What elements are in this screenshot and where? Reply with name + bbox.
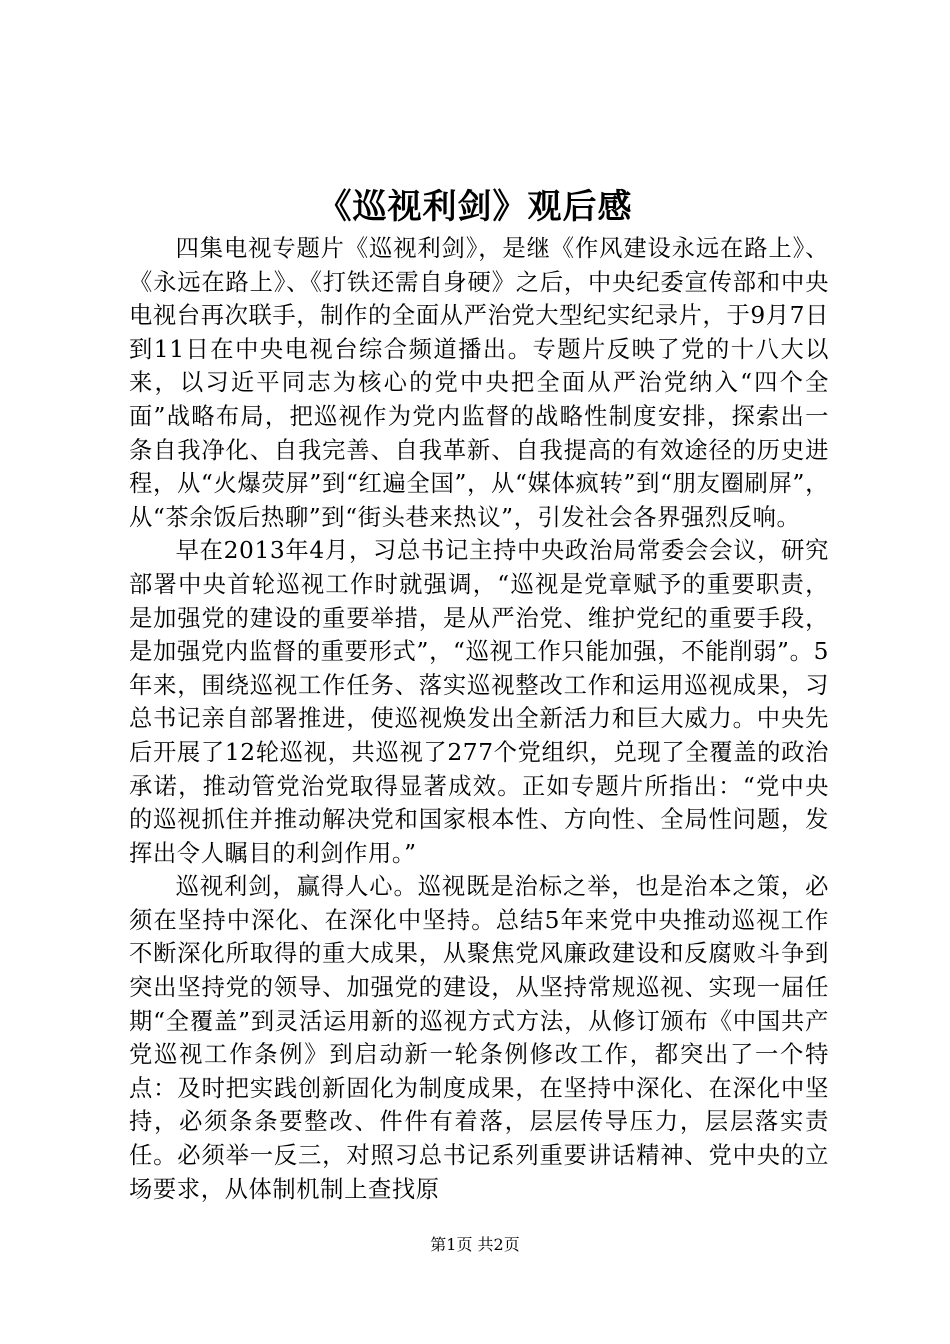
document-body xyxy=(129,232,829,1206)
paragraph-3: 巡视利剑，赢得人心。巡视既是治标之举，也是治本之策，必须在坚持中深化、在深化中坚持。总结5年来党中央推动巡视工作不断深化所取得的重大成果，从聚焦党风廉政建设和反腐败斗争到突出坚持党的领导、加强党的建设，从坚持常规巡视、实现一届任期“全覆盖”到灵活运用新的巡视方式方法，从修订颁布《中国共产党巡视工作条例》到启动新一轮条例修改工作，都突出了一个特点：及时把实践创新固化为制度成果，在坚持中深化、在深化中坚持，必须条条要整改、件件有着落，层层传导压力，层层落实责任。必须举一反三，对照习总书记系列重要讲话精神、党中央的立场要求，从体制机制上查找原 xyxy=(129,873,829,1203)
paragraph-1: 四集电视专题片《巡视利剑》，是继《作风建设永远在路上》、《永远在路上》、《打铁还需自身硬》之后，中央纪委宣传部和中央电视台再次联手，制作的全面从严治党大型纪实纪录片，于9月7日到11日在中央电视台综合频道播出。专题片反映了党的十八大以来，以习近平同志为核心的党中央把全面从严治党纳入“四个全面”战略布局，把巡视作为党内监督的战略性制度安排，探索出一条自我净化、自我完善、自我革新、自我提高的有效途径的历史进程，从“火爆荧屏”到“红遍全国”，从“媒体疯转”到“朋友圈刷屏”，从“茶余饭后热聊”到“街头巷来热议”，引发社会各界强烈反响。 xyxy=(129,235,829,531)
page-number: 第1页 共2页 xyxy=(430,1235,520,1254)
paragraph-2: 早在2013年4月，习总书记主持中央政治局常委会会议，研究部署中央首轮巡视工作时就强调，“巡视是党章赋予的重要职责，是加强党的建设的重要举措，是从严治党、维护党纪的重要手段，是加强党内监督的重要形式”，“巡视工作只能加强，不能削弱”。5年来，围绕巡视工作任务、落实巡视整改工作和运用巡视成果，习总书记亲自部署推进，使巡视焕发出全新活力和巨大威力。中央先后开展了12轮巡视，共巡视了277个党组织，兑现了全覆盖的政治承诺，推动管党治党取得显著成效。正如专题片所指出：“党中央的巡视抓住并推动解决党和国家根本性、方向性、全局性问题，发挥出令人瞩目的利剑作用。” xyxy=(129,537,829,867)
document-title: 《巡视利剑》观后感 xyxy=(317,187,633,227)
